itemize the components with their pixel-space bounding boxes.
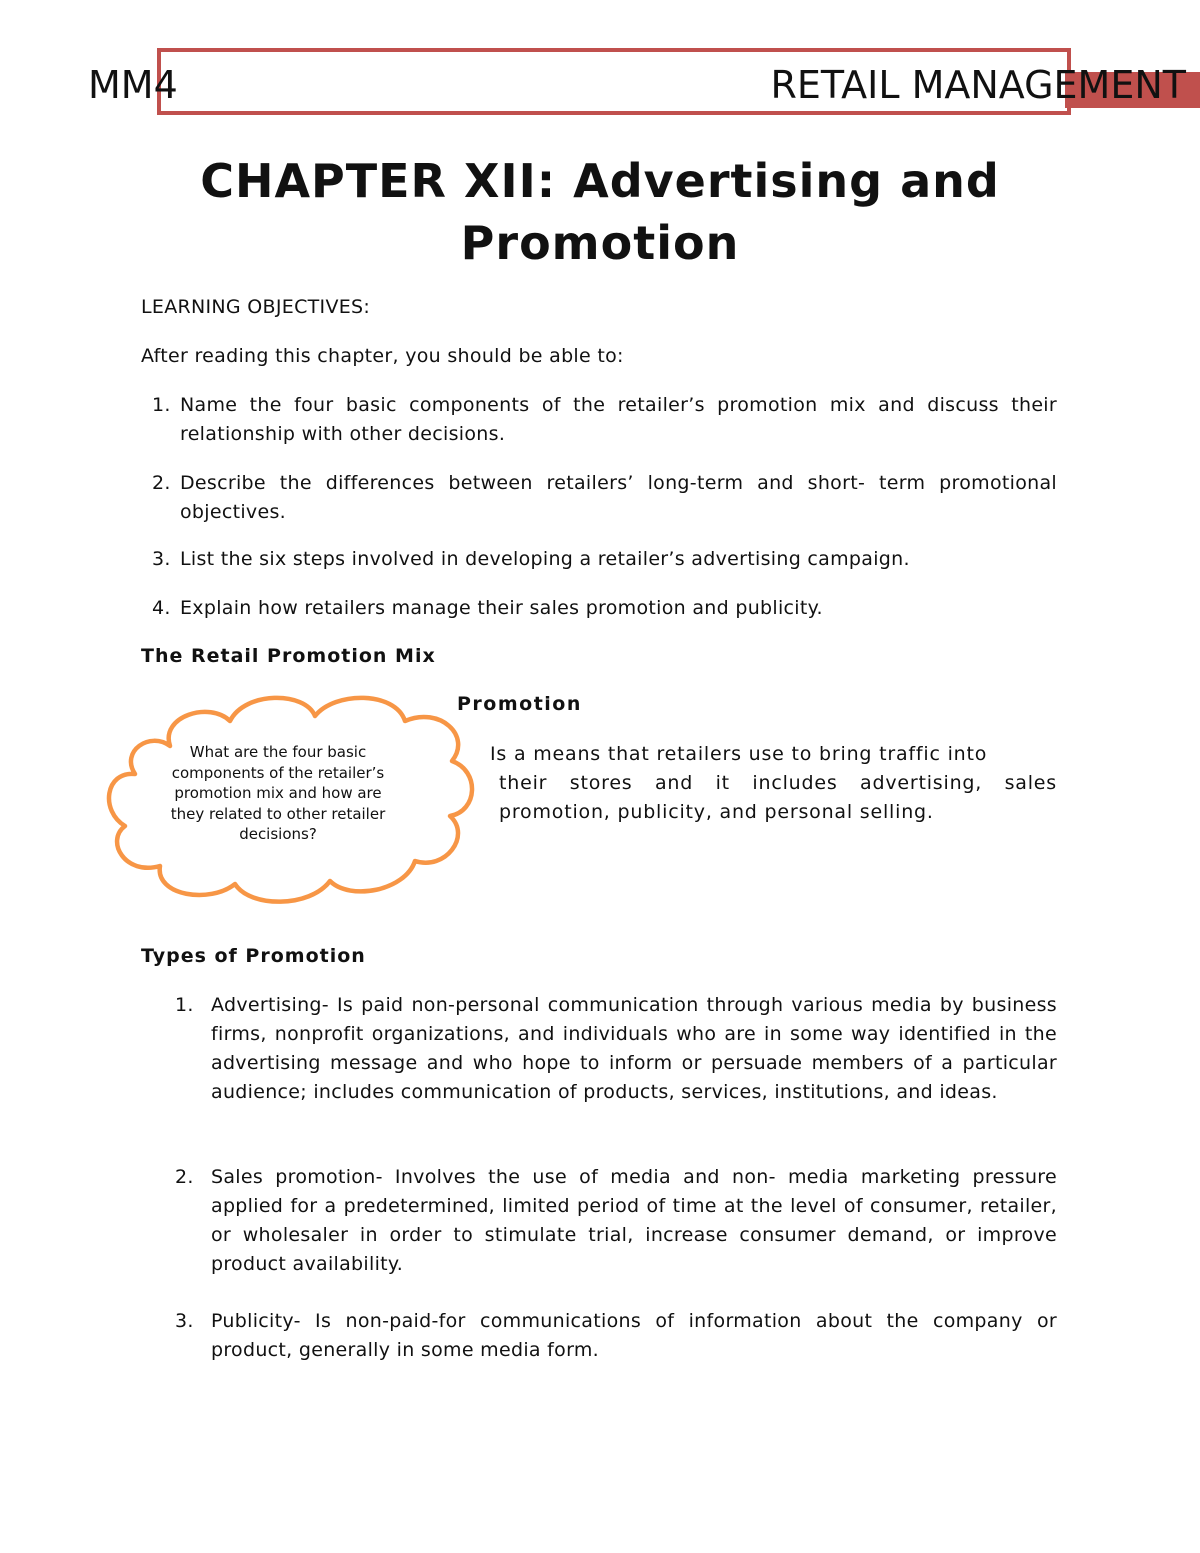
promotion-definition-line1: Is a means that retailers use to bring traffic into (490, 743, 988, 765)
list-item: 2. Sales promotion- Involves the use of media and non- media marketing pressure applied for a predetermined, limited period of time at the level of consumer, retailer, or wholesaler in order to stimulate trial, increase consumer demand, or improve product availability. (175, 1166, 1057, 1275)
course-code: MM4 (88, 63, 178, 107)
list-item: 1. Name the four basic components of the retailer’s promotion mix and discuss their relationship with other decisions. (152, 394, 1057, 445)
list-item: 4. Explain how retailers manage their sales promotion and publicity. (152, 597, 823, 619)
objectives-heading: LEARNING OBJECTIVES: (141, 296, 371, 318)
promotion-definition-rest: their stores and it includes advertising, sales promotion, publicity, and personal selling. (499, 772, 1057, 823)
section-heading-types: Types of Promotion (141, 945, 366, 967)
promotion-subheading: Promotion (457, 693, 582, 715)
list-item: 3. List the six steps involved in developing a retailer’s advertising campaign. (152, 548, 910, 570)
chapter-title: CHAPTER XII: Advertising and Promotion (200, 154, 1000, 270)
promotion-definition (490, 740, 1057, 827)
list-item: 2. Describe the differences between retailers’ long-term and short- term promotional objectives. (152, 472, 1057, 523)
course-title: RETAIL MANAGEMENT (770, 63, 1186, 107)
objectives-intro: After reading this chapter, you should be able to: (141, 345, 624, 367)
list-item: 3. Publicity- Is non-paid-for communications of information about the company or product, generally in some media form. (175, 1310, 1057, 1361)
section-heading-promotion-mix: The Retail Promotion Mix (141, 645, 436, 667)
list-item: 1. Advertising- Is paid non-personal communication through various media by business firms, nonprofit organizations, and individuals who are in some way identified in the advertising message and who hope to inform or persuade members of a particular audience; includes communication of products, services, institutions, and ideas. (175, 994, 1057, 1103)
cloud-question: What are the four basic components of the retailer’s promotion mix and how are they related to other retailer decisions? (170, 743, 386, 843)
